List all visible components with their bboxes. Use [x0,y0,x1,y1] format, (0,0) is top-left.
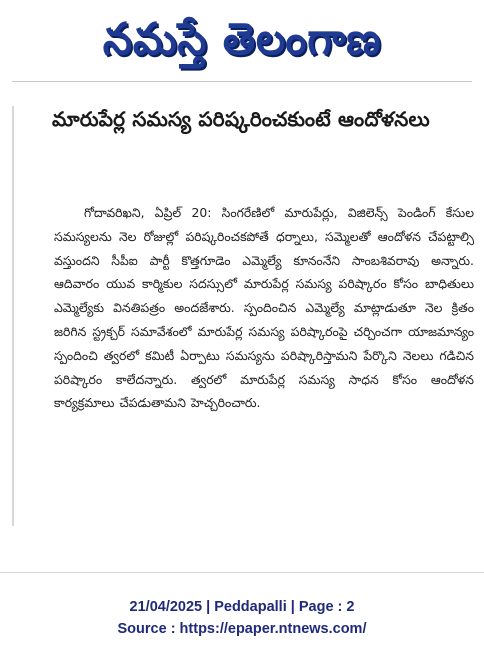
article-body: గోదావరిఖని, ఏప్రిల్ 20: సింగరేణిలో మారుపేర్లు, విజిలెన్స్ పెండింగ్ కేసుల సమస్యలను నెల రోజుల్లో పరిష్కరించకపోతే ధర్నాలు, సమ్మెలతో ఆందోళన చేపట్టాల్సి వస్తుందని సీపీఐ పార్టీ కొత్తగూడెం ఎమ్మెల్యే కూనంనేని సాంబశివరావు అన్నారు. ఆదివారం యువ కార్మికుల సదస్సులో మారుపేర్ల సమస్య పరిష్కారం కోసం బాధితులు ఎమ్మెల్యేకు వినతిపత్రం అందజేశారు. స్పందించిన ఎమ్మెల్యే మాట్లాడుతూ నెల క్రితం జరిగిన స్ట్రక్చర్ సమావేశంలో మారుపేర్ల సమస్య పరిష్కారంపై చర్చించగా యాజమాన్యం స్పందించి త్వరలో కమిటీ ఏర్పాటు సమస్యను పరిష్కారిస్తామని పేర్కొని నెలలు గడిచిన పరిష్కారం కాలేదన్నారు. త్వరలో మారుపేర్ల సమస్య సాధన కోసం ఆందోళన కార్యక్రమాలు చేపడుతామని హెచ్చరించారు. [54,205,474,411]
edition-info: 21/04/2025 | Peddapalli | Page : 2 [129,599,355,615]
article-headline: మారుపేర్ల సమస్య పరిష్కరించకుంటే ఆందోళనలు [52,107,430,131]
newspaper-logo: నమస్తే తెలంగాణ [102,14,382,65]
newspaper-masthead [0,0,484,84]
footer-divider [0,572,484,573]
masthead-divider [12,81,472,82]
article-column-rule [12,106,14,526]
page-footer [0,596,484,640]
source-link[interactable]: Source : https://epaper.ntnews.com/ [117,621,367,637]
news-article [0,84,484,564]
